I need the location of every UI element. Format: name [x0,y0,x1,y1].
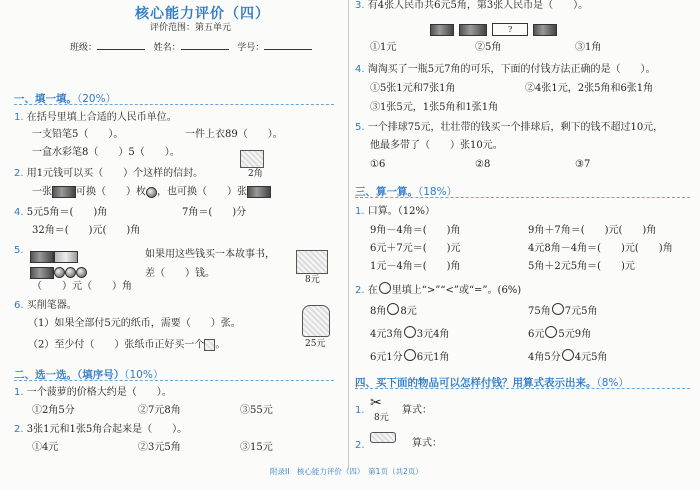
sharpener-icon [204,339,215,351]
section-divider [14,104,334,105]
option[interactable]: ①6 [370,159,386,170]
option[interactable]: ①4元 [32,442,59,453]
formula-label: 算式： [412,438,442,449]
question-text: 一个菠萝的价格大约是（ ）。 [26,387,172,398]
page-footer: 附录II 核心能力评价（四） 第1页（共2页） [270,467,423,476]
coin-icon [76,267,87,278]
question-1b: 一件上衣89（ ）。 [185,129,283,140]
section-2-question-2 [14,424,187,436]
question-4 [14,207,107,219]
question-5 [355,122,663,134]
option[interactable]: ②5角 [475,42,502,53]
compare-circle[interactable] [545,326,557,338]
stapler-icon [370,432,396,443]
question-text: 一张 [32,186,52,198]
calc-question-1 [355,206,435,218]
question-text: 一个排球75元，壮壮带的钱买一个排球后，剩下的钱不超过10元， [367,122,664,133]
compare-circle[interactable] [562,349,574,361]
scissors-price: 8元 [374,413,389,423]
question-text: ，也可换（ ）张 [157,186,247,198]
question-number: 6. [14,300,24,311]
formula-label: 算式： [402,405,432,416]
section-3-title: 三、算一算。 [355,186,418,198]
compare-circle [379,282,391,294]
question-4 [355,64,655,76]
sharpener-icon [302,305,330,337]
calc-question-2 [355,282,521,297]
section-divider [355,388,690,389]
name-label: 姓名： [153,43,181,53]
compare-item: 4元3角 3元4角 [370,326,449,341]
section-1-score: （20%） [77,93,117,105]
question-text: 淘淘买了一瓶5元7角的可乐，下面的付钱方法正确的是（ ）。 [367,64,656,75]
class-label: 班级： [70,43,98,53]
question-number: 4. [355,64,365,75]
calc-item: 6元＋7元＝( )元 [370,243,461,254]
question-text: 里填上“>”“<”或“=”。(6%) [391,285,522,296]
question-text: 3张1元和1张5角合起来是（ ）。 [26,424,188,435]
calc-item: 5角＋2元5角＝( )元 [528,261,635,272]
banknote-icon [430,24,454,36]
option[interactable]: ③7 [575,159,591,170]
section-4-score: （8%） [596,377,629,389]
option[interactable]: ②7元8角 [138,405,181,416]
question-4c: 32角＝( )元( )角 [32,225,141,236]
banknote-icon [459,24,487,36]
question-text: 用1元钱可以买（ ）个这样的信封。 [26,168,204,179]
class-field[interactable] [97,40,145,50]
question-5-line2: 他最多带了（ ）张10元。 [370,140,503,151]
question-text: 口算。（12%） [367,206,435,217]
option[interactable]: ②8 [475,159,491,170]
question-6a: （1）如果全部付5元的纸币，需要（ ）张。 [28,318,241,329]
question-2 [14,168,203,180]
question-5-number [14,245,24,257]
compare-circle[interactable] [552,303,564,315]
coin-icon [54,267,65,278]
compare-item: 6元1分 6元1角 [370,349,449,364]
column-divider [348,0,349,470]
question-number: 1. [14,112,24,123]
banknote-icon [533,24,557,36]
calc-item: 9角－4角＝( )角 [370,225,461,236]
option[interactable]: ③55元 [240,405,273,416]
unknown-banknote-box: ? [492,23,528,36]
question-5-text: 差（ ）钱。 [145,268,215,279]
question-number: 2. [14,424,24,435]
compare-item: 75角 7元5角 [528,303,597,318]
option[interactable]: ①5张1元和7张1角 [370,83,456,94]
student-info-row [70,40,312,54]
question-5-blanks: （ ）元（ ）角 [32,281,132,292]
book-price: 8元 [305,275,320,285]
question-3 [355,0,588,12]
question-text: 买削笔器。 [26,300,77,311]
question-number: 3. [355,0,365,11]
banknote-row [430,19,557,38]
banknote-icon [30,267,54,279]
section-divider [14,380,334,381]
question-1c: 一盒水彩笔8（ ）5（ ）。 [32,147,180,158]
sharpener-price: 25元 [305,339,326,349]
student-id-field[interactable] [264,40,312,50]
option[interactable]: ①2角5分 [32,405,75,416]
question-text: 在 [367,285,378,296]
section-4-question-2 [355,440,365,452]
name-field[interactable] [181,40,229,50]
section-2-score: （10%） [124,369,164,381]
compare-circle[interactable] [387,303,399,315]
question-number: 1. [355,206,365,217]
envelope-price: 2角 [248,169,263,179]
envelope-icon [240,150,264,168]
question-number: 5. [355,122,365,133]
section-4-title: 四、买下面的物品可以怎样付钱？用算式表示出来。 [355,377,597,389]
question-6b: （2）至少付（ ）张纸币正好买一个 。 [28,339,226,351]
section-4-question-1 [355,405,365,417]
section-3-score: （18%） [418,186,458,198]
section-1-title: 一、填一填。 [14,93,77,105]
compare-item: 8角 8元 [370,303,417,318]
calc-item: 9角＋7角＝( )元( )角 [528,225,657,236]
question-number: 2. [355,285,365,296]
option[interactable]: ③1张5元，1张5角和1张1角 [370,102,499,113]
question-number: 2. [355,440,365,451]
compare-circle[interactable] [404,349,416,361]
book-icon [296,250,328,274]
question-number: 4. [14,207,24,218]
question-6 [14,300,77,312]
banknote-icon [52,186,76,198]
scissors-icon: ✂ [370,395,382,411]
question-5-text: 如果用这些钱买一本故事书， [145,249,275,260]
compare-item: 4角5分 4元5角 [528,349,607,364]
question-number: 2. [14,168,24,179]
section-divider [355,197,690,198]
question-number: 1. [355,405,365,416]
question-number: 5. [14,245,24,256]
compare-item: 6元 5元9角 [528,326,591,341]
banknote-icon [30,251,54,263]
question-text: 有4张人民币共6元5角，第3张人民币是（ ）。 [367,0,589,11]
question-number: 1. [14,387,24,398]
student-id-label: 学号： [237,43,265,53]
option[interactable]: ②3元5角 [138,442,181,453]
calc-item: 1元－4角＝( )角 [370,261,461,272]
question-text: 在括号里填上合适的人民币单位。 [26,112,177,123]
banknote-icon [54,251,78,263]
question-4b: 7角＝( )分 [182,207,247,218]
section-2-question-1 [14,387,172,399]
banknote-icon [247,186,271,198]
money-group [30,262,87,281]
compare-circle[interactable] [404,326,416,338]
question-1a: 一支铅笔5（ ）。 [32,129,124,140]
section-2-title: 二、选一选。 [14,369,77,381]
coin-icon [146,187,157,198]
option[interactable]: ②4张1元，2张5角和6张1角 [525,83,654,94]
evaluation-scope: 评价范围：第五单元 [150,23,232,33]
question-3 [32,186,271,199]
option[interactable]: ①1元 [370,42,397,53]
question-text: 可换（ ）枚 [76,186,146,198]
question-text: 5元5角＝( )角 [26,207,108,218]
coin-icon [65,267,76,278]
page-title: 核心能力评价（四） [135,6,270,22]
section-2-subtitle: （填序号） [77,369,125,381]
question-1 [14,112,177,124]
option[interactable]: ③15元 [240,442,273,453]
question-text: （2）至少付（ ）张纸币正好买一个 [28,339,205,351]
calc-item: 4元8角－4角＝( )元( )角 [528,243,673,254]
option[interactable]: ③1角 [575,42,602,53]
